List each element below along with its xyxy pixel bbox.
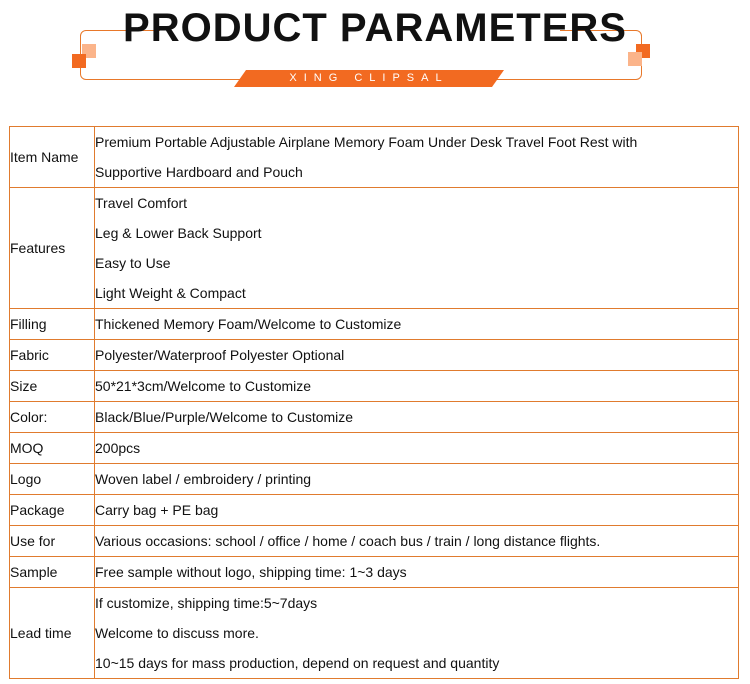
value-line: Polyester/Waterproof Polyester Optional	[95, 347, 345, 363]
value-line: Supportive Hardboard and Pouch	[95, 164, 303, 180]
value-line: If customize, shipping time:5~7days	[95, 595, 318, 611]
decor-square-right-light	[628, 52, 642, 66]
table-row	[10, 309, 739, 340]
row-value	[95, 526, 739, 557]
subtitle: XING CLIPSAL	[289, 72, 449, 84]
value-line: Travel Comfort	[95, 195, 188, 211]
row-value	[95, 340, 739, 371]
row-label: Filling	[10, 309, 95, 340]
row-label: Package	[10, 495, 95, 526]
table-row	[10, 371, 739, 402]
table-row	[10, 557, 739, 588]
value-line: 200pcs	[95, 440, 141, 456]
row-label: Sample	[10, 557, 95, 588]
parameters-table	[9, 126, 739, 679]
row-label: Color:	[10, 402, 95, 433]
decor-square-left-dark	[72, 54, 86, 68]
row-label: Use for	[10, 526, 95, 557]
row-label: Logo	[10, 464, 95, 495]
value-line: Carry bag + PE bag	[95, 502, 219, 518]
row-value	[95, 188, 739, 309]
value-line: Black/Blue/Purple/Welcome to Customize	[95, 409, 354, 425]
table-row	[10, 402, 739, 433]
row-value	[95, 588, 739, 679]
row-value	[95, 371, 739, 402]
table-row	[10, 526, 739, 557]
row-value	[95, 127, 739, 188]
value-line: Leg & Lower Back Support	[95, 225, 262, 241]
value-line: Various occasions: school / office / home / coach bus / train / long distance flights.	[95, 533, 601, 549]
value-line: Welcome to discuss more.	[95, 625, 259, 641]
table-row	[10, 495, 739, 526]
row-value	[95, 309, 739, 340]
table-row	[10, 464, 739, 495]
page-title: PRODUCT PARAMETERS	[123, 6, 627, 50]
row-value	[95, 464, 739, 495]
value-line: Light Weight & Compact	[95, 285, 246, 301]
value-line: Premium Portable Adjustable Airplane Memory Foam Under Desk Travel Foot Rest with	[95, 134, 638, 150]
table-row	[10, 433, 739, 464]
row-value	[95, 557, 739, 588]
table-row	[10, 588, 739, 679]
row-label: Lead time	[10, 588, 95, 679]
row-label: Item Name	[10, 127, 95, 188]
row-label: Fabric	[10, 340, 95, 371]
value-line: Thickened Memory Foam/Welcome to Customize	[95, 316, 402, 332]
row-value	[95, 495, 739, 526]
value-line: Woven label / embroidery / printing	[95, 471, 312, 487]
value-line: 50*21*3cm/Welcome to Customize	[95, 378, 312, 394]
row-value	[95, 433, 739, 464]
table-row	[10, 127, 739, 188]
table-row	[10, 340, 739, 371]
value-line: 10~15 days for mass production, depend on request and quantity	[95, 655, 500, 671]
row-label: Size	[10, 371, 95, 402]
value-line: Easy to Use	[95, 255, 171, 271]
row-value	[95, 402, 739, 433]
row-label: Features	[10, 188, 95, 309]
header-banner	[0, 0, 750, 100]
row-label: MOQ	[10, 433, 95, 464]
value-line: Free sample without logo, shipping time: 1~3 days	[95, 564, 407, 580]
table-row	[10, 188, 739, 309]
